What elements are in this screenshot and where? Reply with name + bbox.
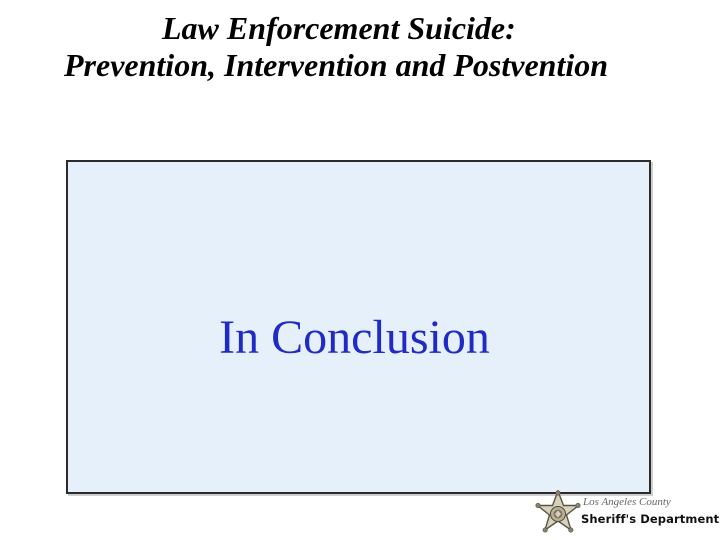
- conclusion-box: [66, 160, 651, 494]
- agency-name-text: Sheriff's Department: [581, 512, 720, 526]
- slide-title: [0, 10, 720, 84]
- title-line-2: Prevention, Intervention and Postvention: [64, 47, 609, 83]
- title-line-1: Law Enforcement Suicide:: [162, 10, 516, 46]
- sheriff-logo: [533, 490, 718, 538]
- agency-county-text: Los Angeles County: [583, 496, 671, 508]
- conclusion-text: In Conclusion: [219, 311, 490, 364]
- sheriff-star-badge-icon: [533, 490, 583, 538]
